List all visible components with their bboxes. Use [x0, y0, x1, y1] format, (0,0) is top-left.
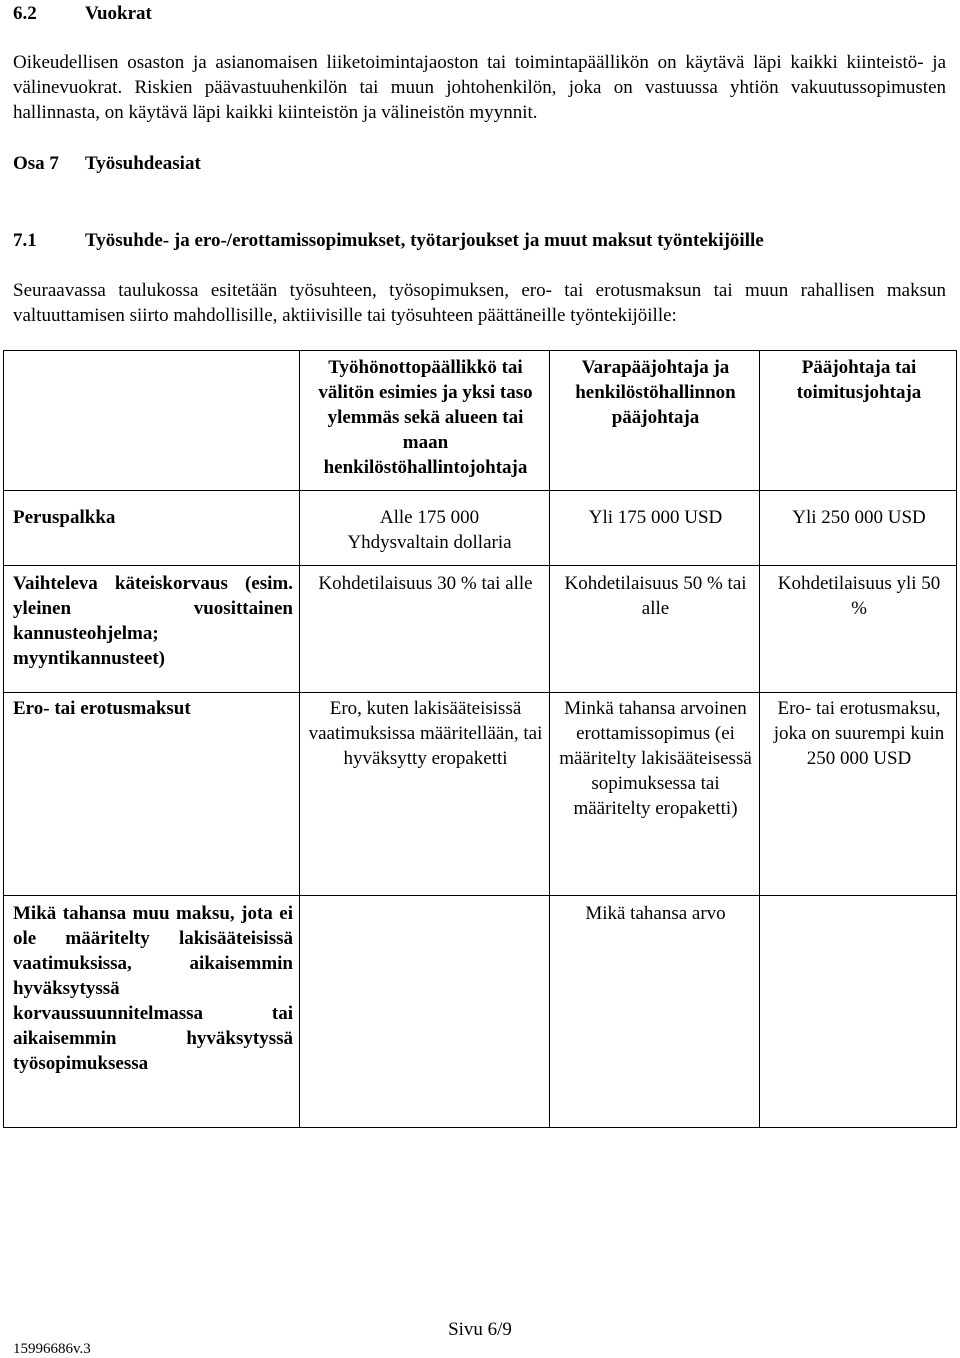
table-cell: Mikä tahansa arvo	[550, 896, 760, 1128]
section-number: 6.2	[13, 3, 37, 24]
header-cell-ceo: Pääjohtaja tai toimitusjohtaja	[760, 351, 957, 491]
table-row	[4, 566, 957, 693]
header-cell-empty	[4, 351, 300, 491]
row-label: Ero- tai erotusmaksut	[4, 693, 300, 896]
table-cell	[760, 896, 957, 1128]
table-cell: Kohdetilaisuus 30 % tai alle	[300, 566, 550, 693]
section-6-2-paragraph: Oikeudellisen osaston ja asianomaisen liiketoimintajaoston tai toimintapäällikön on käytävä läpi kaikki kiinteistö- ja välinevuokrat. Riskien päävastuuhenkilön tai muun johtohenkilön, joka on vastuussa yhtiön vakuutussopimusten hallinnasta, on käytävä läpi kaikki kiinteistön ja välineistön myynnit.	[13, 52, 946, 123]
row-label: Peruspalkka	[4, 491, 300, 566]
section-number: 7.1	[13, 230, 37, 251]
section-title: Vuokrat	[85, 3, 152, 24]
section-7-1-paragraph: Seuraavassa taulukossa esitetään työsuhteen, työsopimuksen, ero- tai erotusmaksun tai muun rahallisen maksun valtuuttamisen siirto mahdollisille, aktiivisille tai työsuhteen päättäneille työntekijöille:	[13, 280, 946, 326]
section-title: Työsuhde- ja ero-/erottamissopimukset, työtarjoukset ja muut maksut työntekijöille	[85, 230, 764, 251]
section-7-1-heading	[13, 228, 764, 253]
table-cell: Alle 175 000 Yhdysvaltain dollaria	[300, 491, 550, 566]
row-label: Vaihteleva käteiskorvaus (esim. yleinen vuosittainen kannusteohjelma; myyntikannusteet)	[4, 566, 300, 693]
table-row	[4, 693, 957, 896]
table-cell: Ero, kuten lakisääteisissä vaatimuksissa määritellään, tai hyväksytty eropaketti	[300, 693, 550, 896]
document-id: 15996686v.3	[13, 1341, 91, 1357]
table-row	[4, 896, 957, 1128]
header-cell-vp: Varapääjohtaja ja henkilöstöhallinnon pääjohtaja	[550, 351, 760, 491]
table-cell: Minkä tahansa arvoinen erottamissopimus (ei määritelty lakisääteisessä sopimuksessa tai määritelty eropaketti)	[550, 693, 760, 896]
table-cell: Kohdetilaisuus 50 % tai alle	[550, 566, 760, 693]
table-row	[4, 491, 957, 566]
table-header-row	[4, 351, 957, 491]
table-cell	[300, 896, 550, 1128]
table-cell: Ero- tai erotusmaksu, joka on suurempi kuin 250 000 USD	[760, 693, 957, 896]
table-cell: Kohdetilaisuus yli 50 %	[760, 566, 957, 693]
table-cell: Yli 175 000 USD	[550, 491, 760, 566]
section-6-2-heading	[13, 1, 152, 26]
part-7-heading	[13, 151, 201, 176]
part-label: Osa 7	[13, 153, 59, 174]
part-title: Työsuhdeasiat	[85, 153, 201, 174]
table-cell: Yli 250 000 USD	[760, 491, 957, 566]
approval-table	[3, 350, 957, 1128]
row-label: Mikä tahansa muu maksu, jota ei ole määritelty lakisääteisissä vaatimuksissa, aikaisemmin hyväksytyssä korvaussuunnitelmassa tai aikaisemmin hyväksytyssä työsopimuksessa	[4, 896, 300, 1128]
header-cell-manager: Työhönottopäällikkö tai välitön esimies ja yksi taso ylemmäs sekä alueen tai maan henkilöstöhallintojohtaja	[300, 351, 550, 491]
page-number: Sivu 6/9	[448, 1319, 512, 1340]
